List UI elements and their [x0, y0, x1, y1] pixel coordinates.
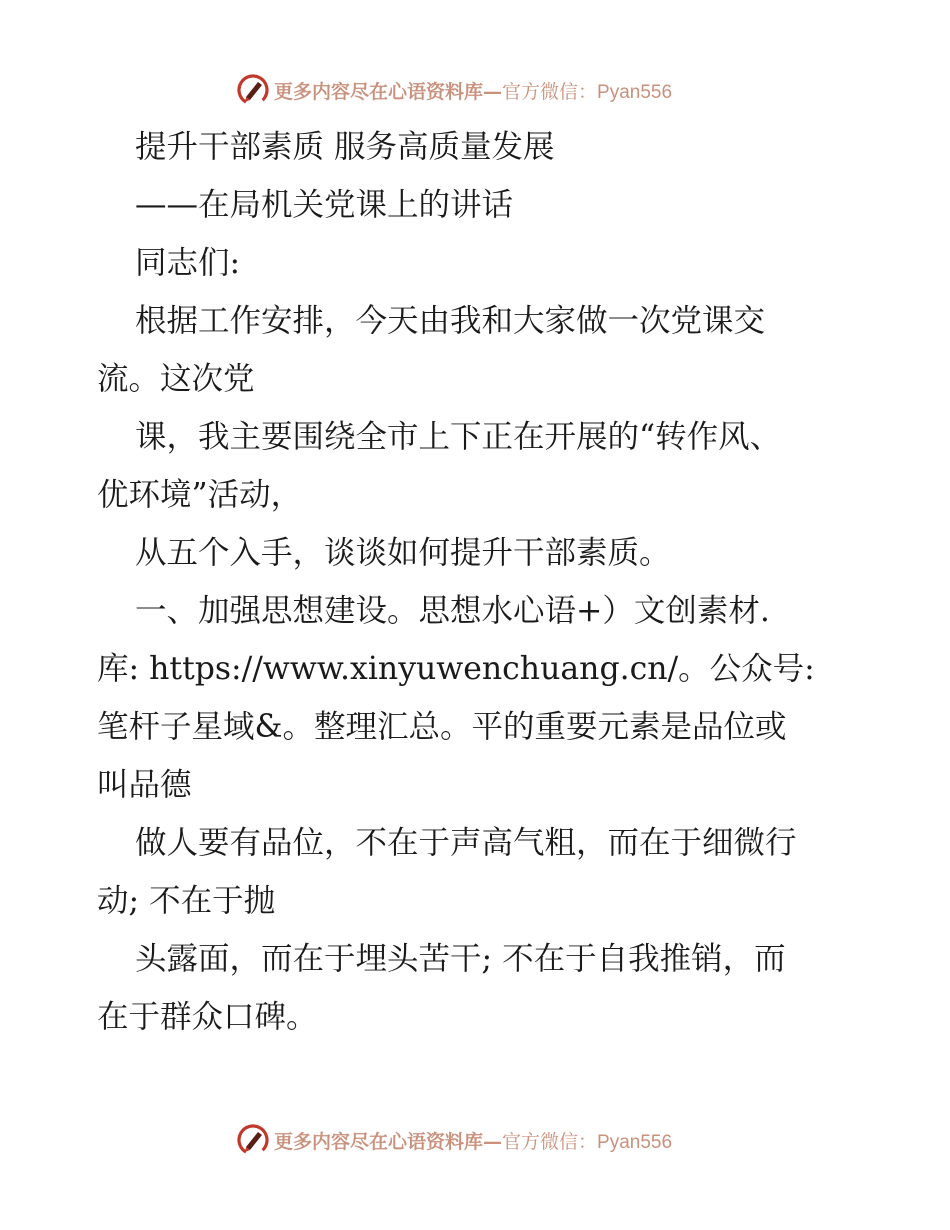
text-line: 笔杆子星域&。整理汇总。平的重要元素是品位或 — [97, 709, 787, 745]
text-line: 一、加强思想建设。思想水心语+）文创素材. — [135, 593, 770, 629]
text-line: 从五个入手，谈谈如何提升干部素质。 — [135, 535, 671, 571]
paragraph — [97, 118, 857, 176]
banner-contact-text: 官方微信：Pyan556 — [502, 1131, 673, 1153]
footer-banner[interactable] — [236, 1120, 672, 1160]
banner-site-text: 更多内容尽在心语资料库— — [274, 1130, 503, 1153]
paragraph — [97, 234, 857, 292]
text-line: 同志们: — [135, 245, 241, 281]
header-banner[interactable] — [236, 70, 672, 110]
paragraph — [97, 524, 857, 582]
paragraph — [97, 930, 857, 1046]
paragraph — [97, 408, 857, 524]
document-body — [97, 118, 857, 1046]
paragraph — [97, 176, 857, 234]
pen-nib-circle-icon — [236, 1123, 270, 1157]
banner-contact-text: 官方微信：Pyan556 — [502, 81, 673, 103]
text-line: 动; 不在于抛 — [97, 883, 276, 919]
banner-site-text: 更多内容尽在心语资料库— — [274, 80, 503, 103]
text-line: 课，我主要围绕全市上下正在开展的“转作风、 — [135, 419, 782, 455]
paragraph — [97, 582, 857, 814]
text-line: 头露面，而在于埋头苦干; 不在于自我推销，而 — [135, 941, 786, 977]
text-line: ——在局机关党课上的讲话 — [135, 187, 514, 223]
text-line: 提升干部素质 服务高质量发展 — [135, 129, 555, 165]
pen-nib-circle-icon — [236, 73, 270, 107]
text-line: 库: https://www.xinyuwenchuang.cn/。公众号: — [97, 651, 815, 687]
text-line: 优环境”活动， — [97, 477, 303, 513]
paragraph — [97, 292, 857, 408]
text-line: 流。这次党 — [97, 361, 255, 397]
text-line: 根据工作安排，今天由我和大家做一次党课交 — [135, 303, 766, 339]
text-line: 在于群众口碑。 — [97, 999, 318, 1035]
text-line: 做人要有品位，不在于声高气粗，而在于细微行 — [135, 825, 797, 861]
text-line: 叫品德 — [97, 767, 192, 803]
paragraph — [97, 814, 857, 930]
